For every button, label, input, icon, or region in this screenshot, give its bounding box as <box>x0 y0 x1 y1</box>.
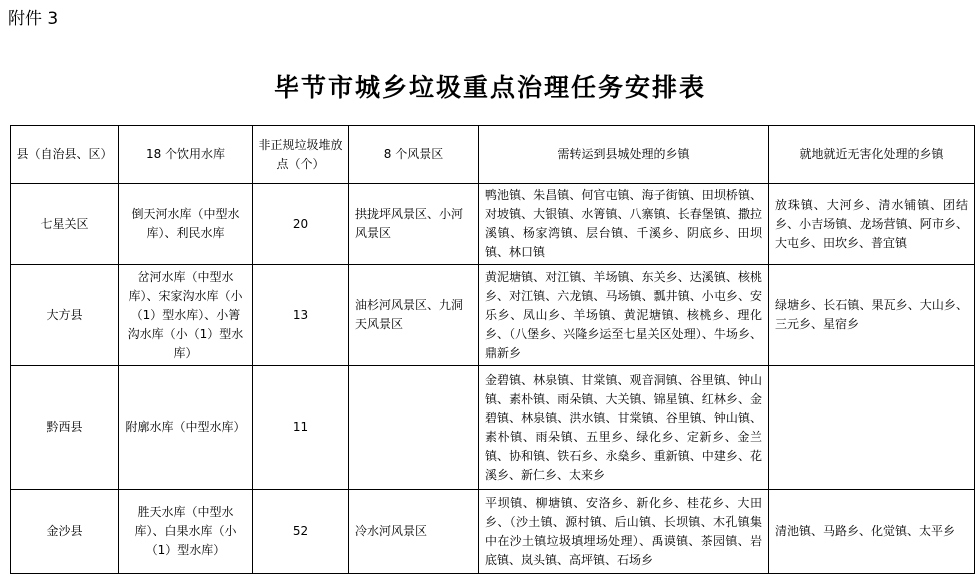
header-dumps: 非正规垃圾堆放点（个） <box>253 126 349 184</box>
cell-transfer-towns: 平坝镇、柳塘镇、安洛乡、新化乡、桂花乡、大田乡、（沙土镇、源村镇、后山镇、长坝镇、木孔镇集中在沙土镇垃圾填埋场处理）、禹谟镇、茶园镇、岩底镇、岚头镇、高坪镇、石场乡 <box>479 490 769 574</box>
cell-reservoirs: 岔河水库（中型水库）、宋家沟水库（小（1）型水库）、小箐沟水库（小（1）型水库） <box>119 265 253 366</box>
cell-dumps: 52 <box>253 490 349 574</box>
table-row <box>11 184 975 265</box>
cell-county: 大方县 <box>11 265 119 366</box>
cell-dumps: 13 <box>253 265 349 366</box>
table-row <box>11 366 975 490</box>
header-transfer-towns: 需转运到县城处理的乡镇 <box>479 126 769 184</box>
header-reservoirs: 18 个饮用水库 <box>119 126 253 184</box>
header-scenic: 8 个风景区 <box>349 126 479 184</box>
task-table <box>10 125 975 574</box>
cell-county: 七星关区 <box>11 184 119 265</box>
cell-reservoirs: 附廓水库（中型水库） <box>119 366 253 490</box>
cell-transfer-towns: 金碧镇、林泉镇、甘棠镇、观音洞镇、谷里镇、钟山镇、素朴镇、雨朵镇、大关镇、锦星镇、红林乡、金碧镇、林泉镇、洪水镇、甘棠镇、谷里镇、钟山镇、素朴镇、雨朵镇、五里乡、绿化乡、定新乡、金兰镇、协和镇、铁石乡、永燊乡、重新镇、中建乡、花溪乡、新仁乡、太来乡 <box>479 366 769 490</box>
cell-local-towns: 清池镇、马路乡、化觉镇、太平乡 <box>769 490 975 574</box>
table-row <box>11 490 975 574</box>
cell-reservoirs: 倒天河水库（中型水库）、利民水库 <box>119 184 253 265</box>
page-title: 毕节市城乡垃圾重点治理任务安排表 <box>273 73 706 102</box>
cell-local-towns <box>769 366 975 490</box>
cell-scenic: 冷水河风景区 <box>349 490 479 574</box>
cell-reservoirs: 胜天水库（中型水库）、白果水库（小（1）型水库） <box>119 490 253 574</box>
cell-scenic <box>349 366 479 490</box>
cell-county: 黔西县 <box>11 366 119 490</box>
cell-scenic: 油杉河风景区、九洞天风景区 <box>349 265 479 366</box>
cell-county: 金沙县 <box>11 490 119 574</box>
cell-dumps: 11 <box>253 366 349 490</box>
table-row <box>11 265 975 366</box>
cell-scenic: 拱拢坪风景区、小河风景区 <box>349 184 479 265</box>
table-header-row <box>11 126 975 184</box>
cell-dumps: 20 <box>253 184 349 265</box>
cell-transfer-towns: 黄泥塘镇、对江镇、羊场镇、东关乡、达溪镇、核桃乡、对江镇、六龙镇、马场镇、瓢井镇、小屯乡、安乐乡、凤山乡、羊场镇、黄泥塘镇、核桃乡、理化乡、（八堡乡、兴隆乡运至七星关区处理）、牛场乡、鼎新乡 <box>479 265 769 366</box>
header-local-towns: 就地就近无害化处理的乡镇 <box>769 126 975 184</box>
attachment-label: 附件 3 <box>8 9 59 29</box>
cell-local-towns: 放珠镇、大河乡、清水铺镇、团结乡、小吉场镇、龙场营镇、阿市乡、大屯乡、田坎乡、普宜镇 <box>769 184 975 265</box>
cell-local-towns: 绿塘乡、长石镇、果瓦乡、大山乡、三元乡、星宿乡 <box>769 265 975 366</box>
header-county: 县（自治县、区） <box>11 126 119 184</box>
cell-transfer-towns: 鸭池镇、朱昌镇、何官屯镇、海子街镇、田坝桥镇、对坡镇、大银镇、水箐镇、八寨镇、长春堡镇、撒拉溪镇、杨家湾镇、层台镇、千溪乡、阴底乡、田坝镇、林口镇 <box>479 184 769 265</box>
